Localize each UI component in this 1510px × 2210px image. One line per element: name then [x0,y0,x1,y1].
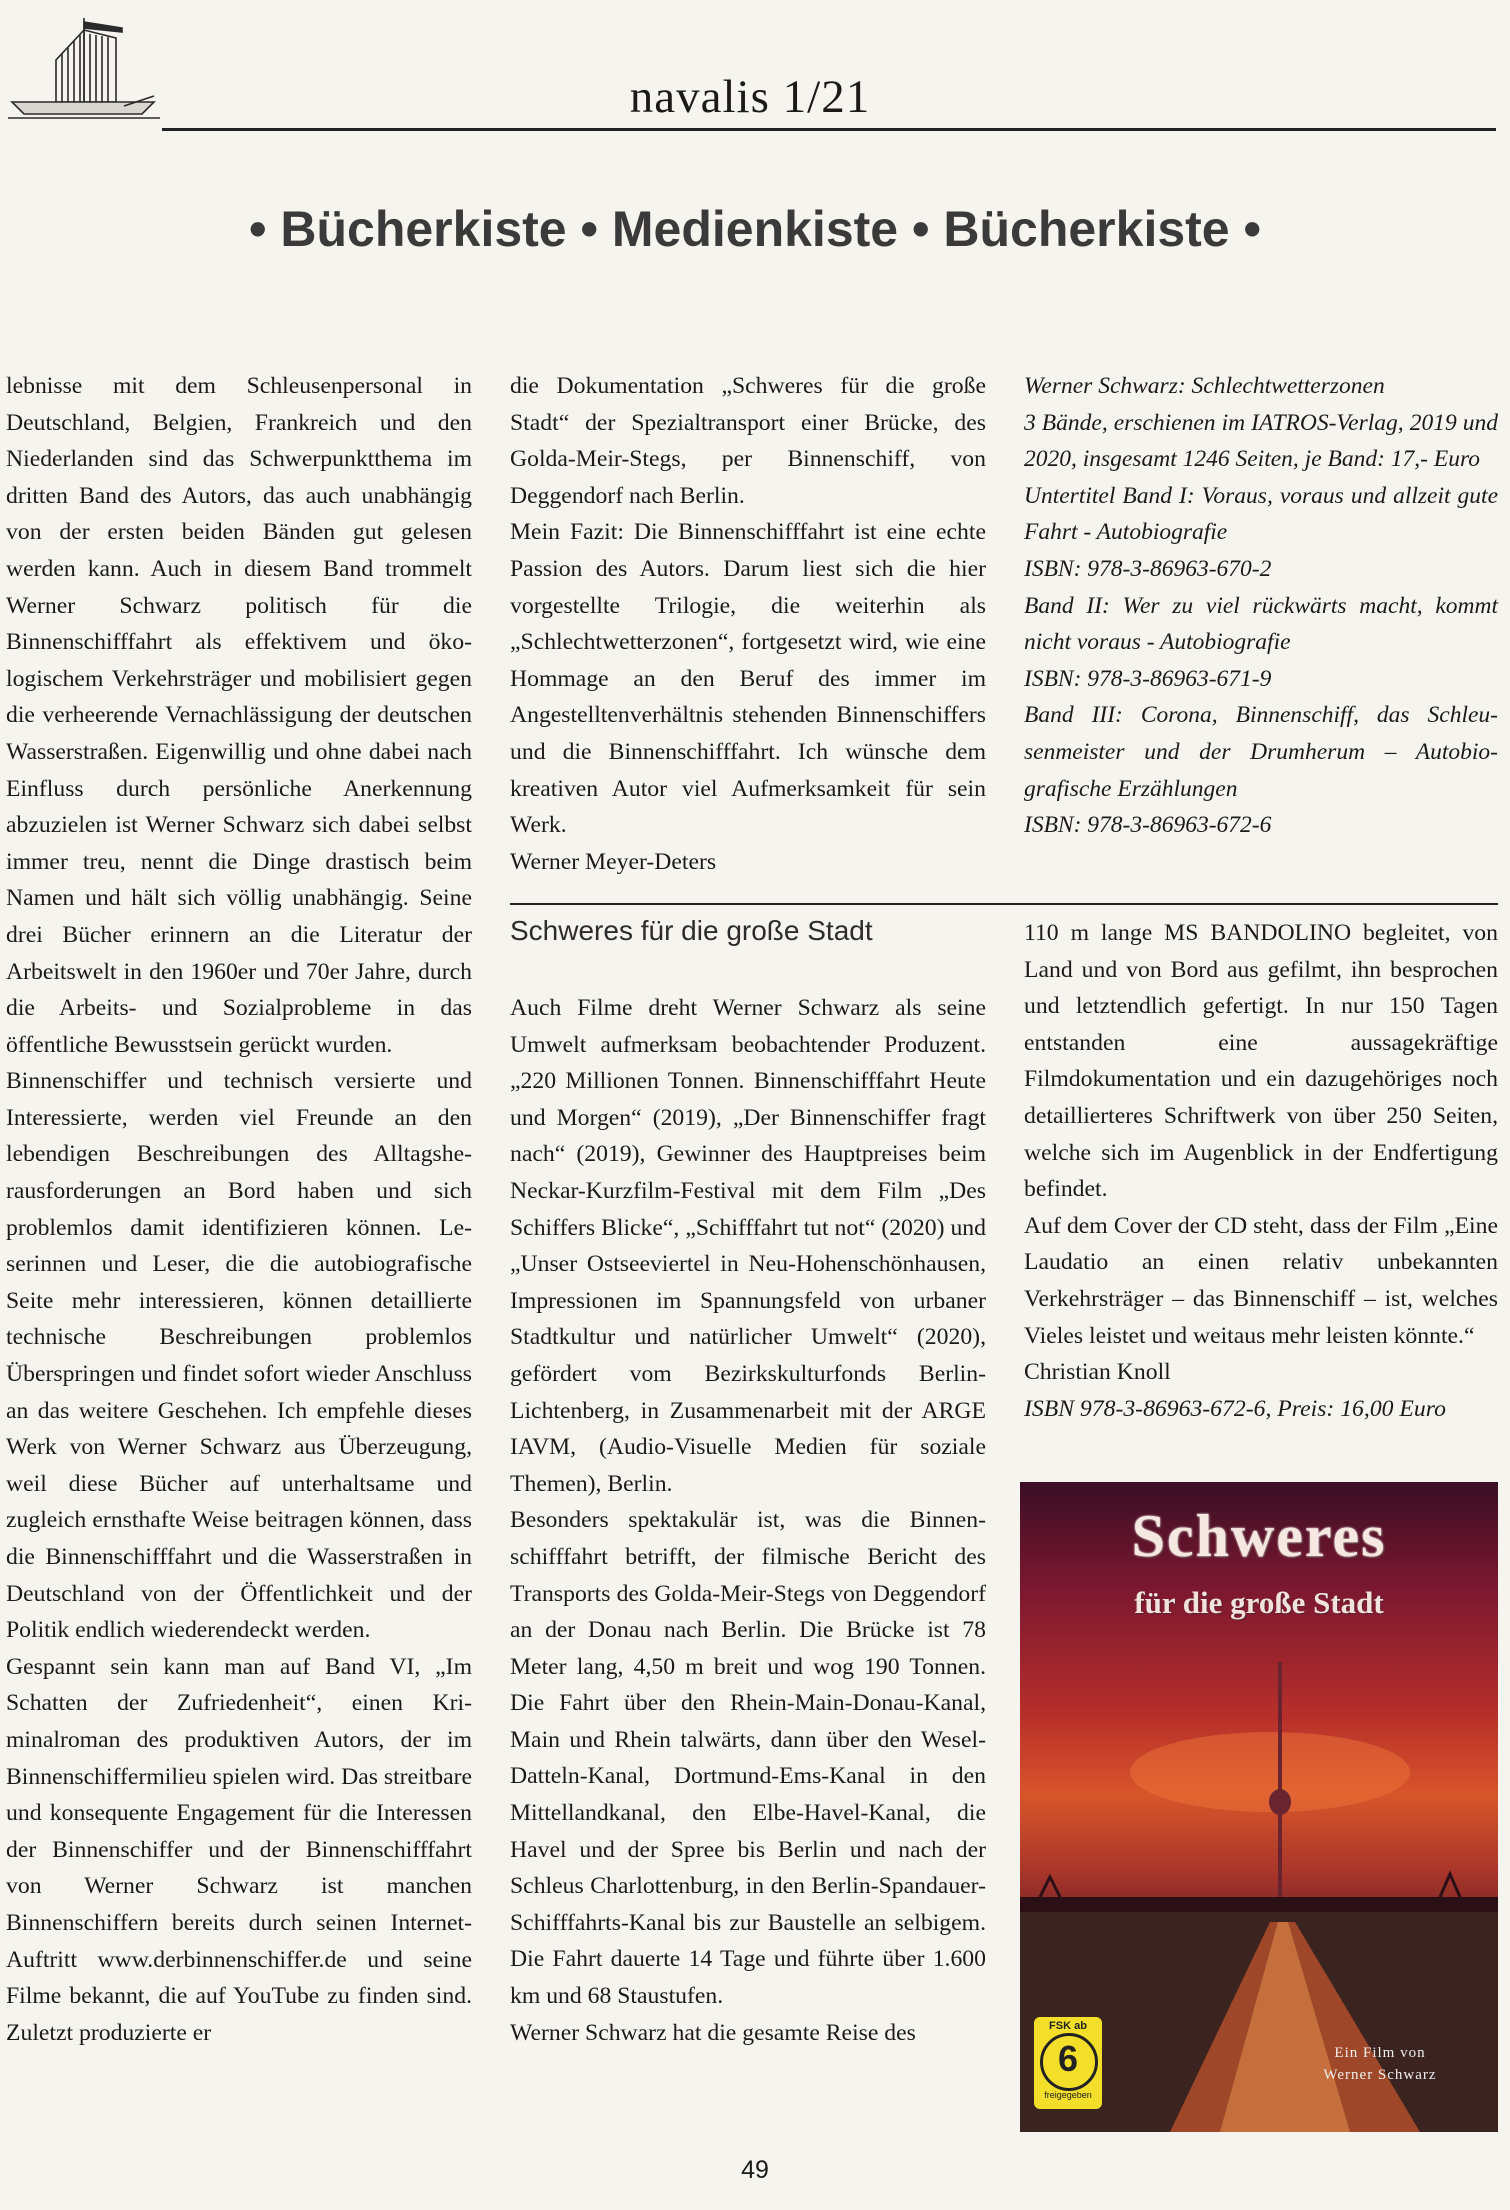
column-3-bottom [1024,915,1498,1427]
book-info-line: ISBN: 978-3-86963-670-2 [1024,555,1272,582]
book-info-line: Band III: Corona, Binnenschiff, das Schleusenmeister und der Drumherum – Autobiografische Erzählungen [1024,702,1498,802]
section-title: • Bücherkiste • Medienkiste • Bücherkiste • [248,201,1262,257]
header-rule [162,128,1496,131]
paragraph: Werner Schwarz hat die gesamte Reise des [510,2019,916,2046]
fsk-label: FSK ab [1049,2020,1087,2032]
cover-subtitle: für die große Stadt [1134,1585,1384,1620]
book-info-line: Untertitel Band I: Voraus, voraus und allzeit gute Fahrt - Autobiografie [1024,482,1498,546]
paragraph: 110 m lange MS BANDOLINO begleitet, von Land und von Bord aus gefilmt, ihn besprochen und letztendlich gefertigt. In nur 150 Tagen entstanden eine aussagekräftige Filmdokumentation und ein dazugehöriges noch detaillierteres Schriftwerk von über 250 Seiten, welche sich im Augenblick in der Endfertigung befindet. [1024,920,1498,1203]
cover-title: Schweres [1131,1503,1387,1569]
column-2-bottom [510,990,986,2051]
book-info [1024,368,1498,844]
fsk-note: freigegeben [1044,2090,1092,2100]
column-2-top [510,368,986,880]
author-signature: Christian Knoll [1024,1359,1171,1386]
paragraph: Besonders spektakulär ist, was die Binnenschifffahrt betrifft, der filmische Bericht des Transports des Golda-Meir-Stegs von Deggendorf an der Donau nach Berlin. Die Brücke ist 78 Meter lang, 4,50 m breit und wog 190 Tonnen. Die Fahrt über den Rhein-Main-Donau-Kanal, Main und Rhein talwärts, dann über den Wesel-Datteln-Kanal, Dortmund-Ems-Kanal in den Mittellandkanal, den Elbe-Havel-Kanal, die Havel und der Spree bis Berlin und nach der Schleus Charlottenburg, in den Berlin-Spandauer-Schifffahrts-Kanal bis zur Baustelle an selbigem. Die Fahrt dauerte 14 Tage und führte über 1.600 km und 68 Staustufen. [510,1507,986,2010]
book-info-line: Band II: Wer zu viel rückwärts macht, kommt nicht voraus - Autobiografie [1024,592,1498,656]
section-divider [510,903,1498,905]
cover-credit [1280,2042,1480,2086]
paragraph: Binnenschiffer und technisch versierte und Interessierte, werden viel Freunde an den lebendigen Beschreibungen des Alltagsherausforderungen an Bord haben und sich problemlos damit identifizieren können. Leserinnen und Leser, die die autobiografische Seite mehr interessieren, können detaillierte technische Beschreibungen problemlos Überspringen und findet sofort wieder Anschluss an das weitere Geschehen. Ich empfehle dieses Werk von Werner Schwarz aus Überzeugung, weil diese Bücher auf unterhaltsame und zugleich ernsthafte Weise beitragen können, dass die Binnenschifffahrt und die Wasserstraßen in Deutschland von der Öffentlichkeit und der Politik endlich wiederendeckt werden. [6,1068,472,1644]
page-number: 49 [741,2156,769,2184]
journal-title: navalis 1/21 [629,71,871,123]
book-info-line: ISBN: 978-3-86963-671-9 [1024,665,1272,692]
paragraph: lebnisse mit dem Schleusenpersonal in Deutschland, Belgien, Frankreich und den Niederlanden sind das Schwerpunktthema im dritten Band des Autors, das auch unabhängig von der ersten beiden Bänden gut gelesen werden kann. Auch in diesem Band trommelt Werner Schwarz politisch für die Binnenschifffahrt als effektivem und ökologischem Verkehrsträger und mobilisiert gegen die verheerende Vernachlässigung der deutschen Wasserstraßen. Eigenwillig und ohne dabei nach Einfluss durch persönliche Anerkennung abzuzielen ist Werner Schwarz sich dabei selbst immer treu, nennt die Dinge drastisch beim Namen und hält sich völlig unabhängig. Seine drei Bücher erinnern an die Literatur der Arbeitswelt in den 1960er und 70er Jahre, durch die Arbeits- und Sozialprobleme in das öffentliche Bewusstsein gerückt wurden. [6,373,472,1058]
book-info-line: ISBN: 978-3-86963-672-6 [1024,812,1272,839]
paragraph: Mein Fazit: Die Binnenschifffahrt ist eine echte Passion des Autors. Darum liest sich die hier vorgestellte Trilogie, die weiterhin als „Schlechtwetterzonen“, fortgesetzt wird, wie eine Hommage an den Beruf des immer im Angestelltenverhältnis stehenden Binnenschiffers und die Binnenschifffahrt. Ich wünsche dem kreativen Autor viel Aufmerksamkeit für sein Werk. [510,519,986,839]
book-info-line: Werner Schwarz: Schlechtwetterzonen [1024,373,1385,399]
isbn-price: ISBN 978-3-86963-672-6, Preis: 16,00 Euro [1024,1395,1446,1422]
sailing-ship-icon [4,10,164,122]
fsk-age: 6 [1057,2038,1079,2079]
cover-credit-line: Werner Schwarz [1323,2067,1437,2083]
paragraph: Auch Filme dreht Werner Schwarz als seine Umwelt aufmerksam beobachtender Produzent. „220 Millionen Tonnen. Binnenschifffahrt Heute und Morgen“ (2019), „Der Binnenschiffer fragt nach“ (2019), Gewinner des Hauptpreises beim Neckar-Kurzfilm-Festival mit dem Film „Des Schiffers Blicke“, „Schifffahrt tut not“ (2020) und „Unser Ostseeviertel in Neu-Hohenschönhausen, Impressionen im Spannungsfeld von urbaner Stadtkultur und natürlicher Umwelt“ (2020), gefördert vom Bezirkskulturfonds Berlin-Lichtenberg, in Zusammenarbeit mit der ARGE IAVM, (Audio-Visuelle Medien für soziale Themen), Berlin. [510,995,986,1497]
dvd-cover [1020,1482,1498,2132]
paragraph: Gespannt sein kann man auf Band VI, „Im Schatten der Zufriedenheit“, einen Kriminalroman des produktiven Autors, der im Binnenschiffermilieu spielen wird. Das streitbare und konsequente Engagement für die Interessen der Binnenschiffer und der Binnenschifffahrt von Werner Schwarz ist manchen Binnenschiffern bereits durch seinen Internet-Auftritt www.derbinnenschiffer.de und seine Filme bekannt, die auf YouTube zu finden sind. Zuletzt produzierte er [6,1653,472,2046]
paragraph: Auf dem Cover der CD steht, dass der Film „Eine Laudatio an einen relativ unbekannten Verkehrsträger – das Binnenschiff – ist, welches Vieles leistet und weitaus mehr leisten könnte.“ [1024,1212,1498,1349]
cover-credit-line: Ein Film von [1334,2045,1426,2061]
fsk-rating-badge [1034,2017,1102,2109]
book-info-line: 3 Bände, erschienen im IATROS-Verlag, 2019 und 2020, insgesamt 1246 Seiten, je Band: 17,- Euro [1024,409,1498,473]
column-1 [6,368,472,2051]
author-signature: Werner Meyer-Deters [510,848,717,875]
paragraph: die Dokumentation „Schweres für die große Stadt“ der Spezialtransport einer Brücke, des Golda-Meir-Stegs, per Binnenschiff, von Deggendorf nach Berlin. [510,373,986,509]
article-subheading: Schweres für die große Stadt [510,915,873,946]
